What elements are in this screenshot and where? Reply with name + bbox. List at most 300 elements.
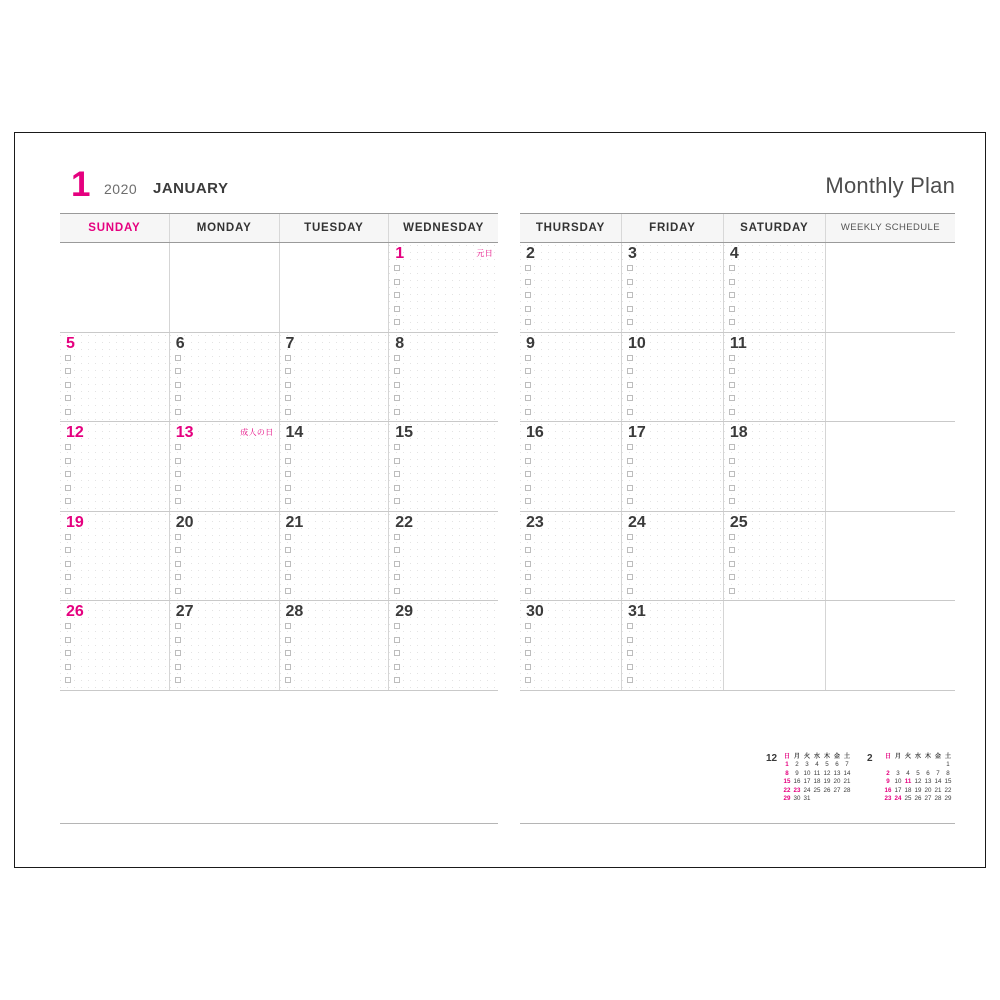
- checkbox-list: [627, 355, 641, 423]
- task-checkbox[interactable]: [525, 485, 531, 491]
- checkbox-list: [175, 444, 189, 512]
- day-cell[interactable]: [389, 422, 498, 511]
- day-cell[interactable]: [170, 601, 280, 690]
- task-checkbox[interactable]: [65, 355, 71, 361]
- day-cell[interactable]: [622, 333, 724, 422]
- mini-weekday: 土: [944, 753, 952, 760]
- task-checkbox[interactable]: [65, 561, 71, 567]
- task-checkbox[interactable]: [175, 561, 181, 567]
- task-checkbox[interactable]: [285, 458, 291, 464]
- task-checkbox[interactable]: [627, 368, 633, 374]
- mini-calendar: [766, 753, 855, 817]
- mini-day: 5: [825, 761, 829, 769]
- mini-day: 17: [894, 786, 902, 794]
- task-checkbox[interactable]: [394, 319, 400, 325]
- task-checkbox[interactable]: [627, 677, 633, 683]
- week-row: [60, 422, 498, 512]
- task-checkbox[interactable]: [729, 355, 735, 361]
- day-cell[interactable]: [60, 512, 170, 601]
- weekly-schedule-cell[interactable]: [826, 333, 955, 422]
- mini-day: 13: [924, 778, 932, 786]
- task-checkbox[interactable]: [175, 458, 181, 464]
- mini-weekday: 金: [934, 753, 942, 760]
- day-cell[interactable]: [280, 601, 390, 690]
- task-checkbox[interactable]: [394, 623, 400, 629]
- task-checkbox[interactable]: [627, 471, 633, 477]
- checkbox-list: [175, 534, 189, 602]
- mini-day: 4: [906, 769, 910, 777]
- task-checkbox[interactable]: [627, 395, 633, 401]
- mini-day: 19: [823, 778, 831, 786]
- task-checkbox[interactable]: [729, 409, 735, 415]
- mini-weekday: 火: [803, 753, 811, 760]
- task-checkbox[interactable]: [175, 547, 181, 553]
- task-checkbox[interactable]: [525, 534, 531, 540]
- day-cell[interactable]: [520, 512, 622, 601]
- task-checkbox[interactable]: [525, 409, 531, 415]
- month-number: 1: [71, 165, 90, 204]
- task-checkbox[interactable]: [285, 355, 291, 361]
- task-checkbox[interactable]: [525, 444, 531, 450]
- month-name-label: JANUARY: [153, 180, 229, 197]
- mini-day: [903, 761, 913, 769]
- task-checkbox[interactable]: [175, 395, 181, 401]
- mini-day: 20: [924, 786, 932, 794]
- task-checkbox[interactable]: [729, 561, 735, 567]
- mini-calendar-table: [782, 753, 852, 803]
- day-cell[interactable]: [622, 601, 724, 690]
- day-number: 27: [175, 603, 194, 621]
- day-cell[interactable]: [170, 512, 280, 601]
- task-checkbox[interactable]: [525, 355, 531, 361]
- day-number: 11: [729, 334, 747, 352]
- mini-day: 6: [926, 769, 930, 777]
- task-checkbox[interactable]: [525, 292, 531, 298]
- checkbox-list: [729, 444, 743, 512]
- task-checkbox[interactable]: [285, 368, 291, 374]
- day-cell[interactable]: [724, 512, 826, 601]
- mini-day: 11: [904, 778, 912, 786]
- day-cell[interactable]: [60, 422, 170, 511]
- task-checkbox[interactable]: [285, 637, 291, 643]
- task-checkbox[interactable]: [525, 498, 531, 504]
- mini-day: 9: [795, 769, 799, 777]
- task-checkbox[interactable]: [525, 279, 531, 285]
- day-cell[interactable]: [520, 243, 622, 332]
- task-checkbox[interactable]: [627, 382, 633, 388]
- mini-day: 15: [783, 778, 791, 786]
- task-checkbox[interactable]: [65, 547, 71, 553]
- day-cell[interactable]: [724, 333, 826, 422]
- mini-day: 15: [944, 778, 952, 786]
- task-checkbox[interactable]: [65, 574, 71, 580]
- mini-day: 26: [823, 786, 831, 794]
- task-checkbox[interactable]: [394, 574, 400, 580]
- mini-day: 21: [934, 786, 942, 794]
- mini-weekday: 水: [914, 753, 922, 760]
- task-checkbox[interactable]: [627, 623, 633, 629]
- day-cell[interactable]: [622, 512, 724, 601]
- weekly-schedule-cell[interactable]: [826, 601, 955, 690]
- mini-day: 27: [924, 795, 932, 803]
- task-checkbox[interactable]: [627, 588, 633, 594]
- day-number: 19: [66, 513, 84, 531]
- checkbox-list: [627, 534, 641, 602]
- mini-day: 14: [843, 769, 851, 777]
- task-checkbox[interactable]: [65, 664, 71, 670]
- task-checkbox[interactable]: [65, 650, 71, 656]
- task-checkbox[interactable]: [394, 265, 400, 271]
- day-number: 22: [395, 513, 414, 531]
- task-checkbox[interactable]: [627, 574, 633, 580]
- day-number: 17: [627, 424, 646, 442]
- mini-day: [812, 795, 822, 803]
- mini-calendars: [766, 753, 956, 817]
- task-checkbox[interactable]: [175, 588, 181, 594]
- mini-calendar-month: 2: [867, 753, 873, 764]
- checkbox-list: [175, 355, 189, 423]
- task-checkbox[interactable]: [285, 561, 291, 567]
- task-checkbox[interactable]: [729, 485, 735, 491]
- mini-day: 21: [843, 778, 851, 786]
- task-checkbox[interactable]: [175, 382, 181, 388]
- task-checkbox[interactable]: [627, 498, 633, 504]
- mini-day: 4: [815, 761, 819, 769]
- task-checkbox[interactable]: [627, 319, 633, 325]
- day-cell[interactable]: [280, 512, 390, 601]
- day-cell[interactable]: [60, 333, 170, 422]
- task-checkbox[interactable]: [729, 547, 735, 553]
- task-checkbox[interactable]: [729, 292, 735, 298]
- day-cell[interactable]: [60, 601, 170, 690]
- task-checkbox[interactable]: [729, 471, 735, 477]
- planner-page: [14, 132, 986, 868]
- task-checkbox[interactable]: [729, 279, 735, 285]
- day-number: 16: [526, 424, 544, 442]
- task-checkbox[interactable]: [394, 650, 400, 656]
- task-checkbox[interactable]: [285, 471, 291, 477]
- task-checkbox[interactable]: [525, 574, 531, 580]
- task-checkbox[interactable]: [394, 534, 400, 540]
- weekday-header-wednesday: WEDNESDAY: [403, 222, 485, 234]
- task-checkbox[interactable]: [525, 664, 531, 670]
- task-checkbox[interactable]: [729, 306, 735, 312]
- year-label: 2020: [104, 181, 138, 197]
- mini-day: 22: [944, 786, 952, 794]
- weekday-header-thursday: THURSDAY: [520, 214, 622, 242]
- task-checkbox[interactable]: [525, 677, 531, 683]
- task-checkbox[interactable]: [627, 409, 633, 415]
- task-checkbox[interactable]: [175, 637, 181, 643]
- task-checkbox[interactable]: [394, 664, 400, 670]
- task-checkbox[interactable]: [729, 382, 735, 388]
- task-checkbox[interactable]: [65, 458, 71, 464]
- empty-day-cell[interactable]: [724, 601, 826, 690]
- mini-weekday: 火: [904, 753, 912, 760]
- task-checkbox[interactable]: [65, 471, 71, 477]
- week-row: [520, 601, 955, 691]
- day-number: 14: [285, 424, 304, 442]
- bottom-rule-left: [60, 823, 498, 824]
- task-checkbox[interactable]: [65, 534, 71, 540]
- day-cell[interactable]: [170, 422, 280, 511]
- task-checkbox[interactable]: [729, 588, 735, 594]
- task-checkbox[interactable]: [175, 409, 181, 415]
- checkbox-list: [525, 265, 539, 333]
- task-checkbox[interactable]: [175, 471, 181, 477]
- checkbox-list: [285, 534, 299, 602]
- mini-day: 7: [936, 769, 940, 777]
- task-checkbox[interactable]: [729, 395, 735, 401]
- task-checkbox[interactable]: [285, 547, 291, 553]
- page-title: Monthly Plan: [825, 173, 955, 198]
- weekday-header-left: [60, 213, 498, 243]
- day-number: 12: [66, 424, 84, 442]
- task-checkbox[interactable]: [65, 588, 71, 594]
- task-checkbox[interactable]: [175, 623, 181, 629]
- task-checkbox[interactable]: [729, 265, 735, 271]
- task-checkbox[interactable]: [394, 306, 400, 312]
- task-checkbox[interactable]: [65, 368, 71, 374]
- task-checkbox[interactable]: [627, 458, 633, 464]
- mini-day: 10: [894, 778, 902, 786]
- task-checkbox[interactable]: [627, 664, 633, 670]
- day-cell[interactable]: [520, 601, 622, 690]
- task-checkbox[interactable]: [65, 623, 71, 629]
- task-checkbox[interactable]: [285, 677, 291, 683]
- task-checkbox[interactable]: [285, 382, 291, 388]
- task-checkbox[interactable]: [394, 355, 400, 361]
- task-checkbox[interactable]: [175, 485, 181, 491]
- day-number: 20: [175, 513, 194, 531]
- day-cell[interactable]: [170, 333, 280, 422]
- task-checkbox[interactable]: [525, 547, 531, 553]
- day-cell[interactable]: [389, 512, 498, 601]
- task-checkbox[interactable]: [285, 623, 291, 629]
- task-checkbox[interactable]: [65, 409, 71, 415]
- weekday-header-right: [520, 213, 955, 243]
- task-checkbox[interactable]: [525, 650, 531, 656]
- task-checkbox[interactable]: [175, 650, 181, 656]
- mini-calendar-table: [883, 753, 953, 803]
- day-cell[interactable]: [724, 422, 826, 511]
- task-checkbox[interactable]: [175, 498, 181, 504]
- week-row: [520, 243, 955, 333]
- planner-header: [49, 165, 955, 215]
- task-checkbox[interactable]: [525, 637, 531, 643]
- checkbox-list: [394, 265, 408, 333]
- day-cell[interactable]: [389, 601, 498, 690]
- mini-day: [842, 795, 852, 803]
- day-cell[interactable]: [520, 333, 622, 422]
- mini-day: 13: [833, 769, 841, 777]
- day-cell[interactable]: [622, 422, 724, 511]
- task-checkbox[interactable]: [394, 279, 400, 285]
- task-checkbox[interactable]: [285, 395, 291, 401]
- task-checkbox[interactable]: [729, 534, 735, 540]
- weekly-schedule-cell[interactable]: [826, 243, 955, 332]
- task-checkbox[interactable]: [394, 458, 400, 464]
- task-checkbox[interactable]: [525, 561, 531, 567]
- bottom-rule-right: [520, 823, 955, 824]
- mini-day: 5: [916, 769, 920, 777]
- task-checkbox[interactable]: [394, 395, 400, 401]
- calendar-right-page: [520, 213, 955, 793]
- task-checkbox[interactable]: [285, 588, 291, 594]
- task-checkbox[interactable]: [525, 458, 531, 464]
- task-checkbox[interactable]: [729, 458, 735, 464]
- task-checkbox[interactable]: [627, 485, 633, 491]
- day-cell[interactable]: [389, 333, 498, 422]
- mini-weekday: 木: [823, 753, 831, 760]
- task-checkbox[interactable]: [729, 368, 735, 374]
- task-checkbox[interactable]: [729, 319, 735, 325]
- task-checkbox[interactable]: [285, 485, 291, 491]
- checkbox-list: [65, 355, 79, 423]
- calendar-grid: [49, 213, 955, 793]
- day-cell[interactable]: [389, 243, 498, 332]
- task-checkbox[interactable]: [627, 637, 633, 643]
- mini-day: 2: [795, 761, 799, 769]
- checkbox-list: [65, 534, 79, 602]
- task-checkbox[interactable]: [394, 485, 400, 491]
- day-cell[interactable]: [280, 422, 390, 511]
- day-number: 23: [526, 513, 544, 531]
- task-checkbox[interactable]: [394, 637, 400, 643]
- mini-day: 30: [793, 795, 801, 803]
- mini-weekday: 月: [793, 753, 801, 760]
- task-checkbox[interactable]: [285, 444, 291, 450]
- task-checkbox[interactable]: [65, 677, 71, 683]
- task-checkbox[interactable]: [175, 534, 181, 540]
- mini-day: 12: [823, 769, 831, 777]
- task-checkbox[interactable]: [525, 588, 531, 594]
- week-row: [60, 512, 498, 602]
- checkbox-list: [285, 444, 299, 512]
- checkbox-list: [285, 355, 299, 423]
- mini-day: 1: [946, 761, 950, 769]
- task-checkbox[interactable]: [65, 498, 71, 504]
- mini-day: 24: [803, 786, 811, 794]
- mini-day: 9: [886, 778, 890, 786]
- task-checkbox[interactable]: [285, 534, 291, 540]
- task-checkbox[interactable]: [394, 677, 400, 683]
- task-checkbox[interactable]: [525, 265, 531, 271]
- task-checkbox[interactable]: [394, 561, 400, 567]
- mini-weekday: 木: [924, 753, 932, 760]
- checkbox-list: [627, 265, 641, 333]
- checkbox-list: [729, 534, 743, 602]
- mini-day: 29: [944, 795, 952, 803]
- day-cell[interactable]: [520, 422, 622, 511]
- task-checkbox[interactable]: [525, 319, 531, 325]
- task-checkbox[interactable]: [627, 534, 633, 540]
- task-checkbox[interactable]: [285, 664, 291, 670]
- task-checkbox[interactable]: [394, 444, 400, 450]
- task-checkbox[interactable]: [175, 444, 181, 450]
- task-checkbox[interactable]: [175, 574, 181, 580]
- task-checkbox[interactable]: [285, 650, 291, 656]
- task-checkbox[interactable]: [394, 471, 400, 477]
- task-checkbox[interactable]: [525, 471, 531, 477]
- task-checkbox[interactable]: [627, 547, 633, 553]
- empty-day-cell[interactable]: [280, 243, 390, 332]
- task-checkbox[interactable]: [394, 498, 400, 504]
- mini-day: 28: [934, 795, 942, 803]
- task-checkbox[interactable]: [627, 561, 633, 567]
- mini-weekday: 月: [894, 753, 902, 760]
- task-checkbox[interactable]: [525, 382, 531, 388]
- mini-day: 3: [805, 761, 809, 769]
- checkbox-list: [525, 355, 539, 423]
- day-cell[interactable]: [724, 243, 826, 332]
- task-checkbox[interactable]: [394, 368, 400, 374]
- mini-day: [933, 761, 943, 769]
- empty-day-cell[interactable]: [60, 243, 170, 332]
- task-checkbox[interactable]: [65, 637, 71, 643]
- day-cell[interactable]: [622, 243, 724, 332]
- task-checkbox[interactable]: [627, 292, 633, 298]
- task-checkbox[interactable]: [729, 498, 735, 504]
- task-checkbox[interactable]: [65, 395, 71, 401]
- task-checkbox[interactable]: [285, 498, 291, 504]
- mini-day: 27: [833, 786, 841, 794]
- day-cell[interactable]: [280, 333, 390, 422]
- task-checkbox[interactable]: [394, 292, 400, 298]
- task-checkbox[interactable]: [175, 355, 181, 361]
- day-number: 30: [526, 603, 544, 621]
- task-checkbox[interactable]: [394, 382, 400, 388]
- mini-day: 6: [835, 761, 839, 769]
- task-checkbox[interactable]: [525, 395, 531, 401]
- weekly-schedule-cell[interactable]: [826, 422, 955, 511]
- checkbox-list: [175, 623, 189, 691]
- task-checkbox[interactable]: [175, 677, 181, 683]
- task-checkbox[interactable]: [525, 623, 531, 629]
- weekly-schedule-cell[interactable]: [826, 512, 955, 601]
- checkbox-list: [65, 623, 79, 691]
- task-checkbox[interactable]: [627, 650, 633, 656]
- task-checkbox[interactable]: [729, 444, 735, 450]
- task-checkbox[interactable]: [627, 444, 633, 450]
- task-checkbox[interactable]: [627, 355, 633, 361]
- task-checkbox[interactable]: [525, 306, 531, 312]
- mini-day: 8: [946, 769, 950, 777]
- empty-day-cell[interactable]: [170, 243, 280, 332]
- weekday-header-saturday: SATURDAY: [724, 214, 826, 242]
- task-checkbox[interactable]: [65, 444, 71, 450]
- task-checkbox[interactable]: [627, 306, 633, 312]
- task-checkbox[interactable]: [394, 588, 400, 594]
- task-checkbox[interactable]: [175, 664, 181, 670]
- checkbox-list: [65, 444, 79, 512]
- task-checkbox[interactable]: [285, 574, 291, 580]
- task-checkbox[interactable]: [394, 547, 400, 553]
- task-checkbox[interactable]: [65, 382, 71, 388]
- task-checkbox[interactable]: [65, 485, 71, 491]
- mini-day: 22: [783, 786, 791, 794]
- task-checkbox[interactable]: [627, 265, 633, 271]
- task-checkbox[interactable]: [285, 409, 291, 415]
- checkbox-list: [627, 444, 641, 512]
- mini-day: 3: [896, 769, 900, 777]
- task-checkbox[interactable]: [394, 409, 400, 415]
- task-checkbox[interactable]: [175, 368, 181, 374]
- task-checkbox[interactable]: [729, 574, 735, 580]
- mini-day: 23: [884, 795, 892, 803]
- task-checkbox[interactable]: [627, 279, 633, 285]
- task-checkbox[interactable]: [525, 368, 531, 374]
